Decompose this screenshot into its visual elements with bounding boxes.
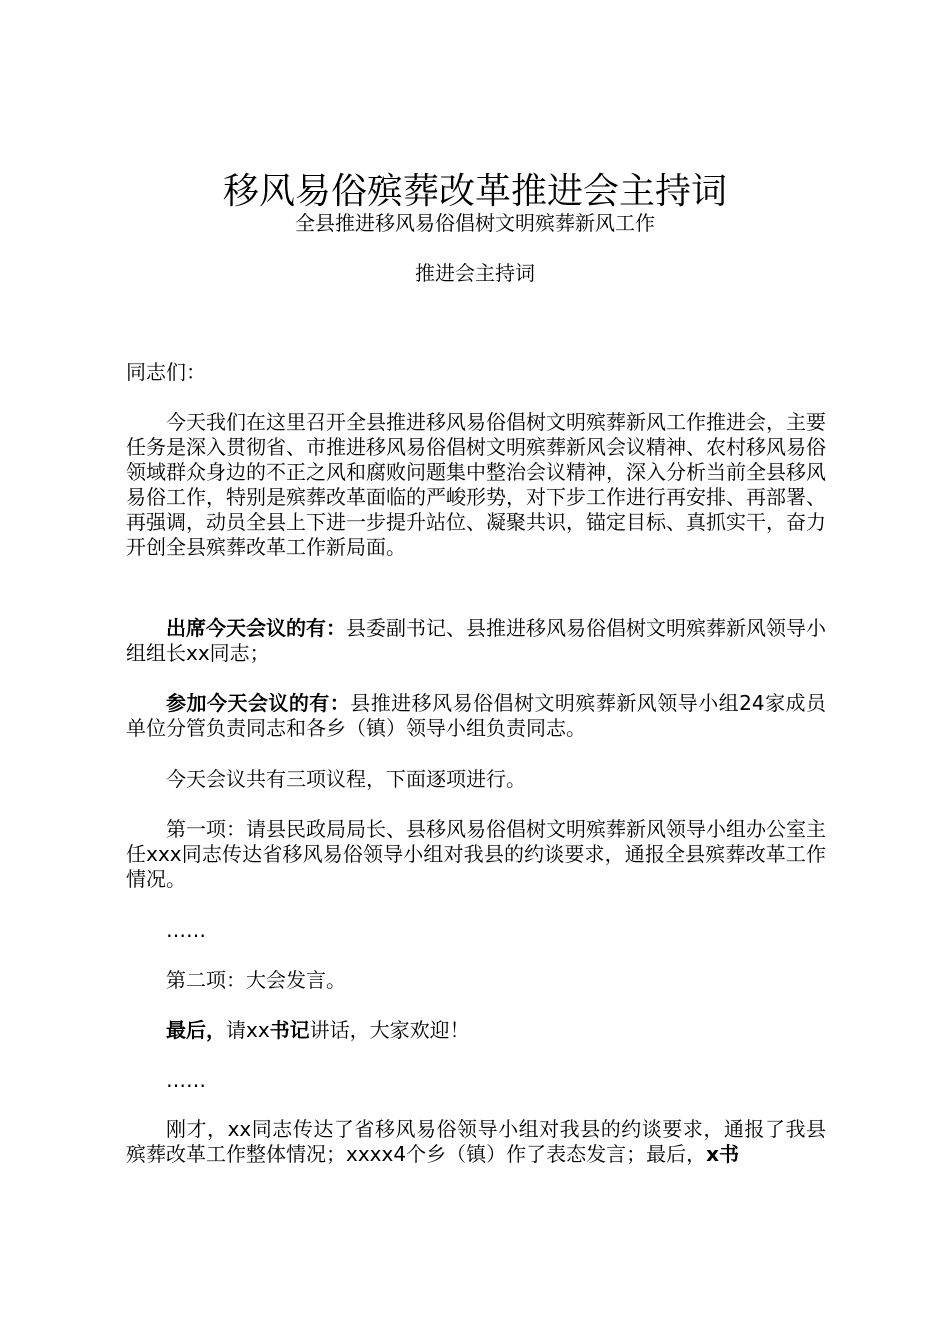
participants-paragraph bbox=[126, 691, 826, 741]
final-speech-paragraph bbox=[126, 1018, 826, 1043]
ellipsis-1: …… bbox=[166, 918, 206, 942]
summary-paragraph bbox=[126, 1117, 826, 1167]
ellipsis-2: …… bbox=[166, 1068, 206, 1092]
agenda-item-2: 第二项：大会发言。 bbox=[166, 968, 346, 992]
agenda-item-1: 第一项：请县民政局局长、县移风易俗倡树文明殡葬新风领导小组办公室主任xxx同志传达省移风易俗领导小组对我县的约谈要求，通报全县殡葬改革工作情况。 bbox=[126, 817, 826, 891]
participants-text: 县推进移风易俗倡树文明殡葬新风领导小组24家成员单位分管负责同志和各乡（镇）领导小组负责同志。 bbox=[126, 691, 827, 740]
summary-bold: x书 bbox=[706, 1142, 739, 1166]
attendees-paragraph bbox=[126, 616, 826, 666]
attendees-text: 县委副书记、县推进移风易俗倡树文明殡葬新风领导小组组长xx同志； bbox=[126, 616, 826, 665]
document-title: 移风易俗殡葬改革推进会主持词 bbox=[222, 171, 727, 212]
document-subtitle-line1: 全县推进移风易俗倡树文明殡葬新风工作 bbox=[295, 211, 655, 235]
final-text-b: 讲话，大家欢迎！ bbox=[309, 1018, 470, 1042]
document-subtitle-line2: 推进会主持词 bbox=[415, 261, 535, 285]
intro-paragraph: 今天我们在这里召开全县推进移风易俗倡树文明殡葬新风工作推进会，主要任务是深入贯彻省、市推进移风易俗倡树文明殡葬新风会议精神、农村移风易俗领域群众身边的不正之风和腐败问题集中整治会议精神，深入分析当前全县移风易俗工作，特别是殡葬改革面临的严峻形势，对下步工作进行再安排、再部署、再强调，动员全县上下进一步提升站位、凝聚共识，锚定目标、真抓实干，奋力开创全县殡葬改革工作新局面。 bbox=[126, 410, 826, 559]
agenda-intro: 今天会议共有三项议程，下面逐项进行。 bbox=[166, 767, 526, 791]
final-text-a: 请xx bbox=[226, 1018, 270, 1042]
final-bold: 最后， bbox=[166, 1018, 226, 1042]
final-bold-title: 书记 bbox=[269, 1018, 310, 1042]
attendees-label: 出席今天会议的有： bbox=[166, 616, 346, 640]
salutation: 同志们： bbox=[126, 360, 206, 384]
participants-label: 参加今天会议的有： bbox=[166, 691, 351, 715]
summary-text: 刚才，xx同志传达了省移风易俗领导小组对我县的约谈要求，通报了我县殡葬改革工作整体情况；xxxx4个乡（镇）作了表态发言；最后， bbox=[126, 1117, 826, 1166]
